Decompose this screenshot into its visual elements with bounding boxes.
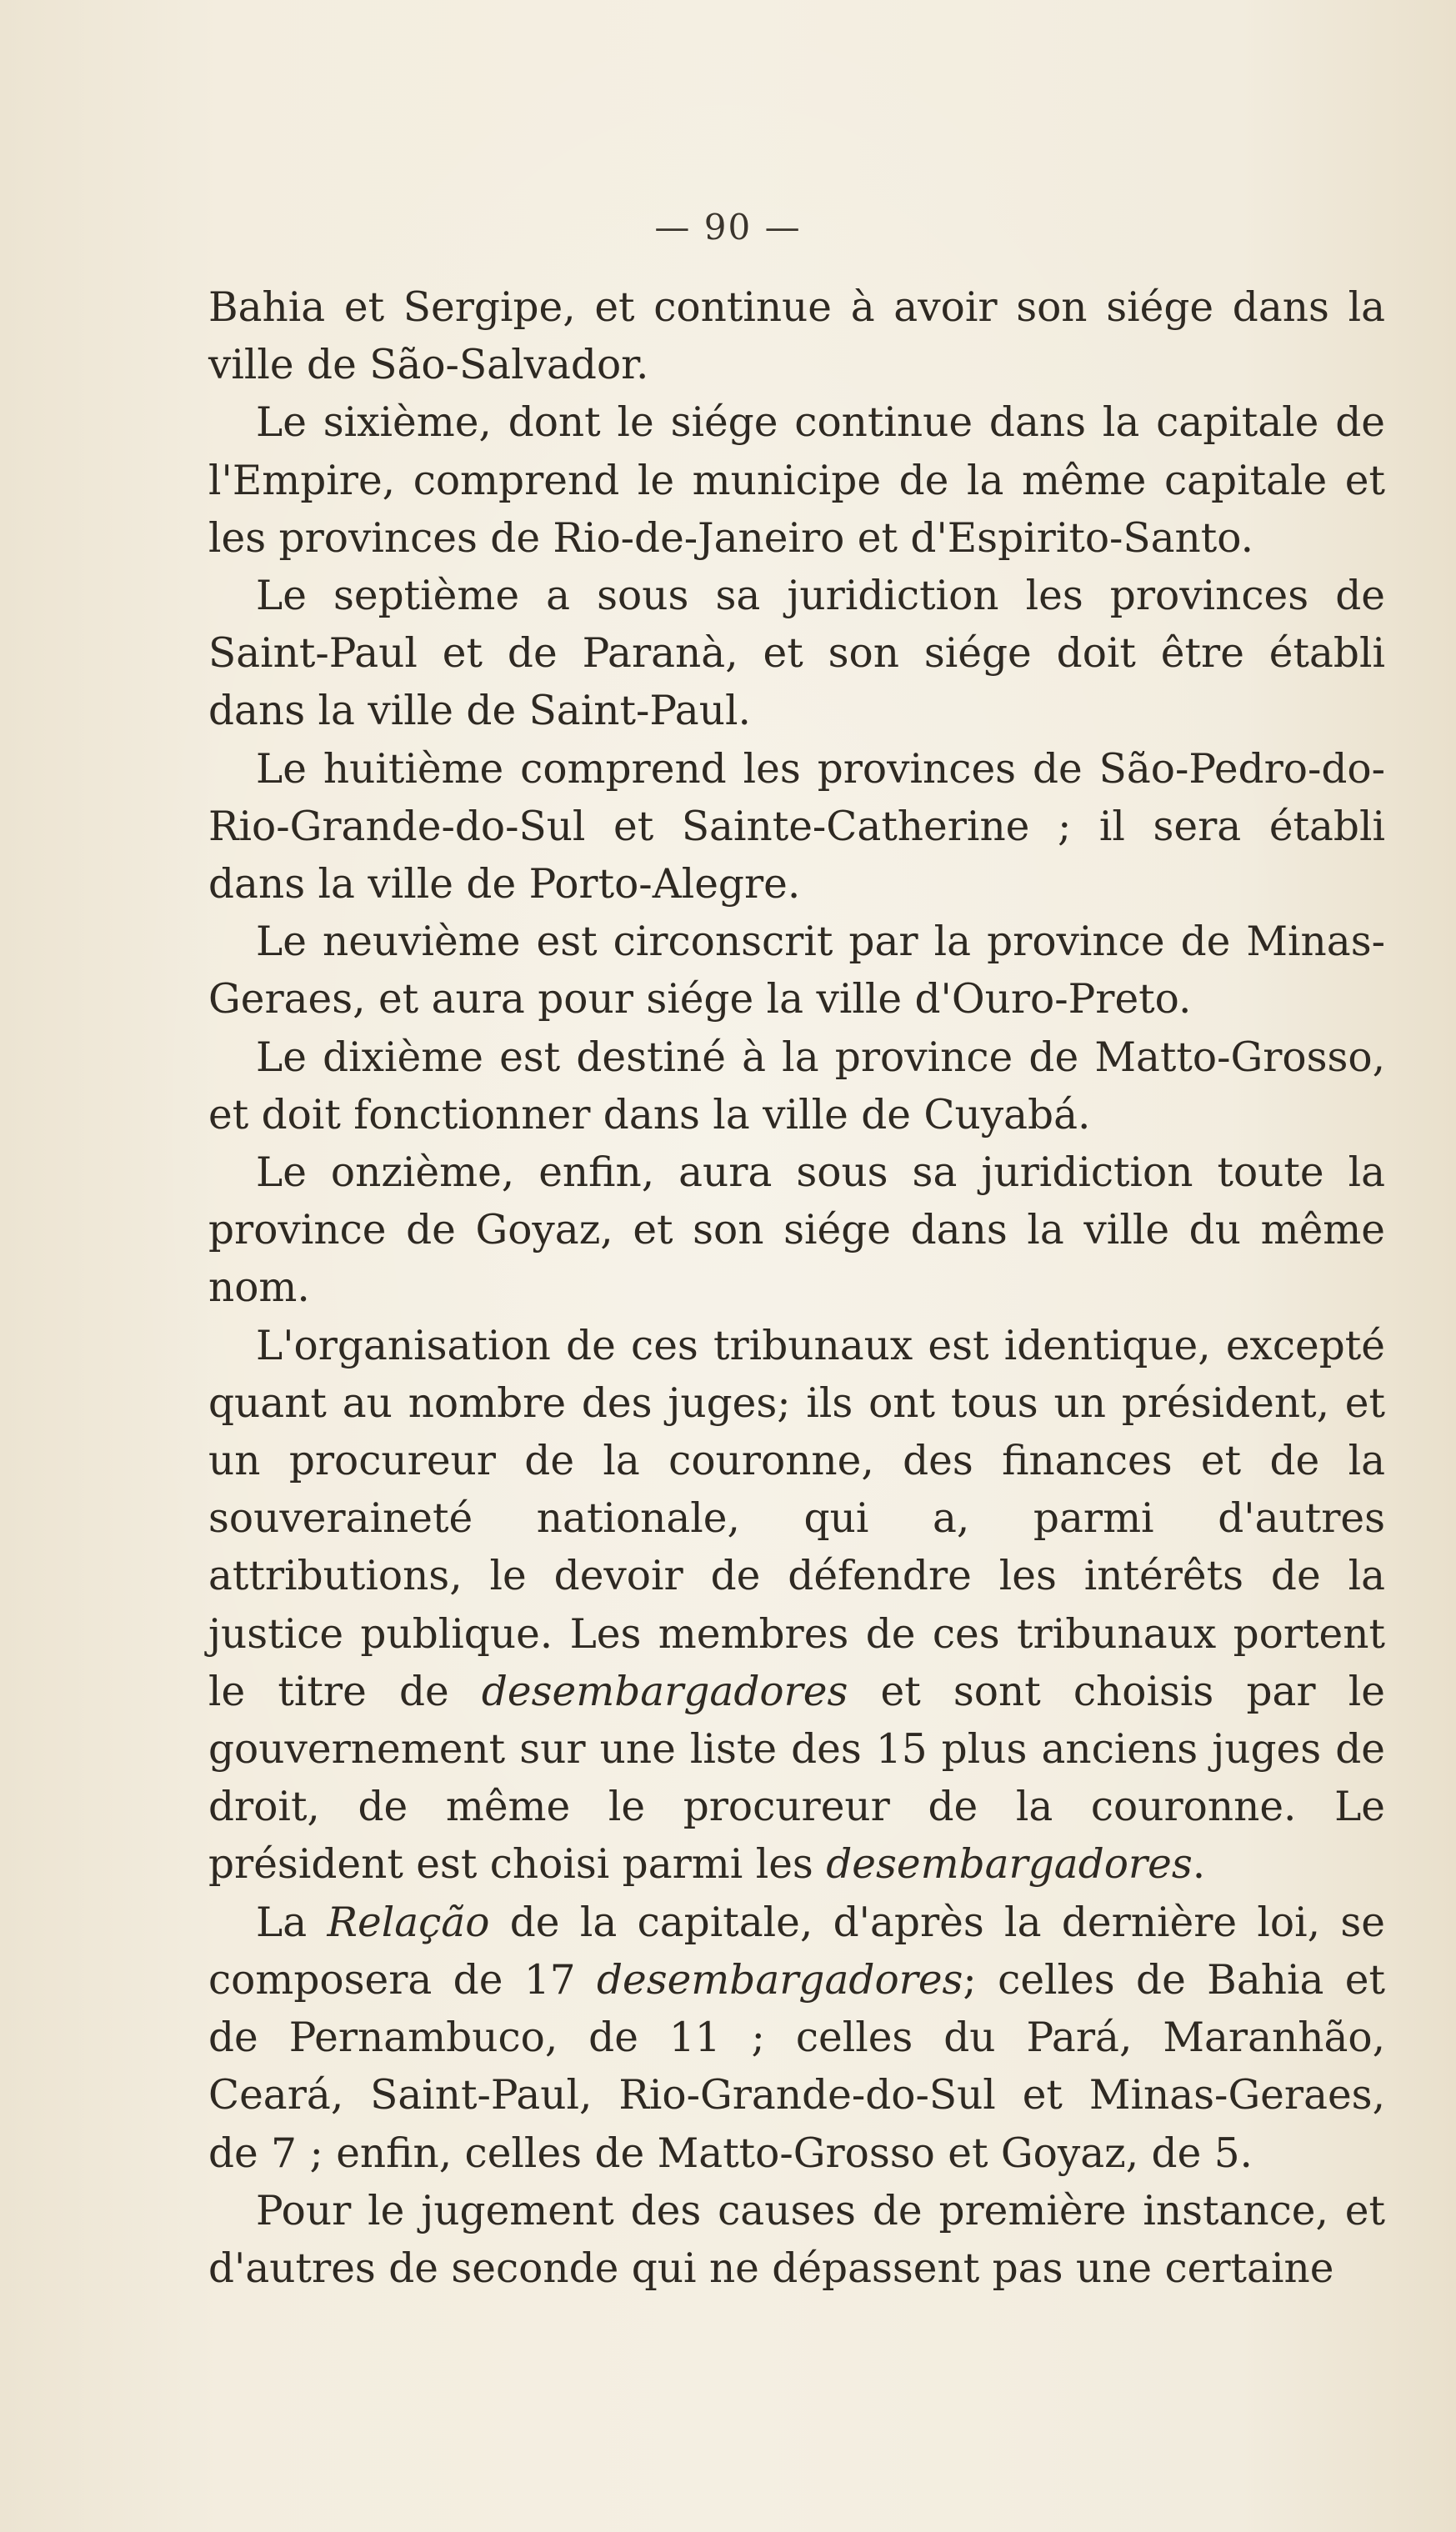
paragraph-ninth-tribunal: Le neuvième est circonscrit par la province de Minas-Geraes, et aura pour siége la ville d'Ouro-Preto.	[208, 918, 1385, 1023]
italic-term: desembargadores	[826, 1841, 1193, 1889]
text-run: ; celles de Bahia et de Pernambuco, de 11 ; celles du Pará, Maranhão, Ceará, Saint-Paul, Rio-Grande-do-Sul et Minas-Geraes, de 7 ; enfin, celles de Matto-Grosso et Goyaz, de 5.	[208, 1956, 1385, 2177]
paragraph-relacao	[208, 1894, 1385, 2183]
paragraph-organisation	[208, 1318, 1385, 1894]
text-run: L'organisation de ces tribunaux est identique, excepté quant au nombre des juges; ils ont tous un président, et un procureur de la couronne, des finances et de la souveraineté nationale, qui a, parmi d'autres attributions, le devoir de défendre les intérêts de la justice publique. Les membres de ces tribunaux portent le titre de	[208, 1322, 1385, 1715]
paragraph-sixth-tribunal: Le sixième, dont le siége continue dans la capitale de l'Empire, comprend le municipe de la même capitale et les provinces de Rio-de-Janeiro et d'Espirito-Santo.	[208, 399, 1385, 562]
paragraph-seventh-tribunal: Le septième a sous sa juridiction les provinces de Saint-Paul et de Paranà, et son siége doit être établi dans la ville de Saint-Paul.	[208, 573, 1385, 735]
body-text	[208, 279, 1385, 2298]
page-number: — 90 —	[654, 207, 802, 248]
text-run: .	[1192, 1841, 1206, 1889]
paragraph-continuation: Bahia et Sergipe, et continue à avoir son siége dans la ville de São-Salvador.	[208, 284, 1385, 389]
paragraph-eleventh-tribunal: Le onzième, enfin, aura sous sa juridiction toute la province de Goyaz, et son siége dans la ville du même nom.	[208, 1149, 1385, 1312]
italic-term: Relação	[327, 1899, 490, 1946]
paragraph-eighth-tribunal: Le huitième comprend les provinces de São-Pedro-do-Rio-Grande-do-Sul et Sainte-Catherine ; il sera établi dans la ville de Porto-Alegre.	[208, 745, 1385, 908]
text-run: et sont choisis par le gouvernement sur une liste des 15 plus anciens juges de droit, de même le procureur de la couronne. Le président est choisi parmi les	[208, 1668, 1385, 1889]
paragraph-first-instance: Pour le jugement des causes de première instance, et d'autres de seconde qui ne dépassent pas une certaine	[208, 2187, 1385, 2292]
italic-term: desembargadores	[481, 1668, 848, 1715]
text-run: La	[256, 1899, 328, 1946]
paragraph-tenth-tribunal: Le dixième est destiné à la province de Matto-Grosso, et doit fonctionner dans la ville de Cuyabá.	[208, 1033, 1385, 1138]
italic-term: desembargadores	[596, 1956, 963, 2004]
text-run: de la capitale, d'après la dernière loi, se composera de 17	[208, 1899, 1385, 2004]
